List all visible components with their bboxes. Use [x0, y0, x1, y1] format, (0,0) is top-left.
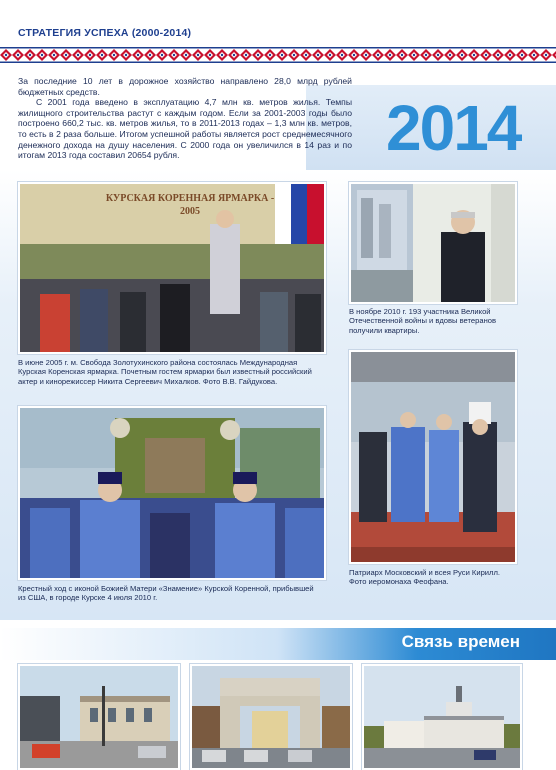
fair-banner-text: КУРСКАЯ КОРЕННАЯ ЯРМАРКА - 2005: [105, 193, 275, 217]
page-header: [0, 0, 556, 48]
intro-text: [18, 76, 352, 161]
photo-patriarch: [349, 350, 517, 564]
section-header-title: СТРАТЕГИЯ УСПЕХА (2000-2014): [18, 27, 192, 39]
photo-triumphal-arch: [190, 664, 352, 770]
year-number: 2014: [386, 92, 521, 164]
photo-veteran: [349, 182, 517, 304]
section-title: Связь времен: [401, 632, 520, 651]
intro-paragraph-2: С 2001 года введено в эксплуатацию 4,7 млн кв. метров жилья. Темпы жилищного строительства растут с каждым годом. Если за 2001-2003 годы было построено 660,2 тыс. кв. метров жилья, то в 2011-2013 годах – 1,3 млн кв. метров, то есть в 2 раза больше. Итогом успешной работы является рост среднемесячного денежного дохода на душу населения. С 2000 года он увеличился в 14 раз и по итогам 2013 года составил 20654 рубля.: [18, 97, 352, 161]
photo-city-building: [18, 664, 180, 770]
caption-procession: Крестный ход с иконой Божией Матери «Знамение» Курской Коренной, прибывшей из США, в городе Курске 4 июля 2010 г.: [18, 584, 314, 603]
intro-paragraph-1: За последние 10 лет в дорожное хозяйство направлено 28,0 млрд рублей бюджетных средств.: [18, 76, 352, 97]
caption-veteran: В ноябре 2010 г. 193 участника Великой Отечественной войны и вдовы ветеранов получили квартиры.: [349, 307, 497, 335]
photo-procession: [18, 406, 326, 580]
photo-korennaya-fair: [18, 182, 326, 354]
folk-ornament-band: [0, 47, 556, 63]
caption-patriarch: Патриарх Московский и всея Руси Кирилл. Фото иеромонаха Феофана.: [349, 568, 501, 587]
photo-church: [362, 664, 522, 770]
caption-fair: В июне 2005 г. м. Свобода Золотухинского района состоялась Международная Курская Коренская ярмарка. Почетным гостем ярмарки был известный российский актер и кинорежиссер Никита Сергеевич Михалков. Фото В.В. Гайдукова.: [18, 358, 312, 386]
